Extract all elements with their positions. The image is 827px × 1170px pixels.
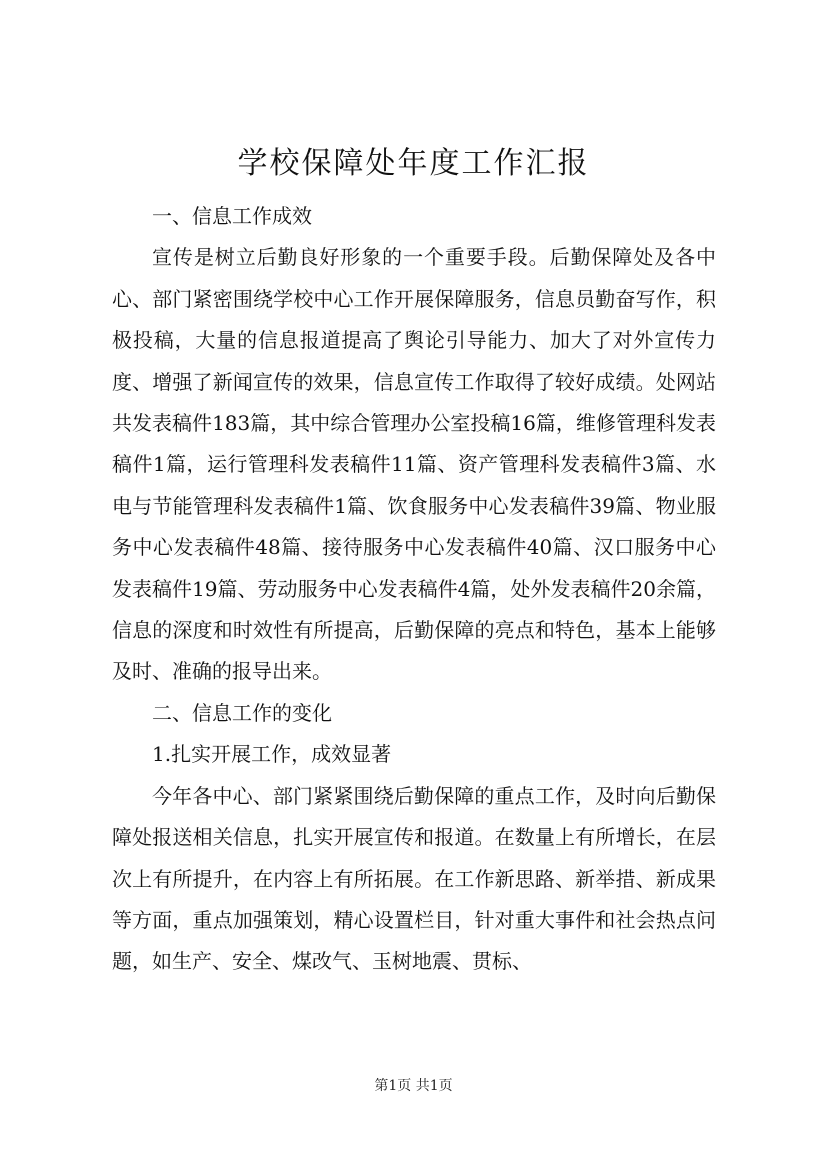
document-body [112, 196, 716, 983]
document-title: 学校保障处年度工作汇报 [237, 146, 590, 181]
section-heading-2: 二、信息工作的变化 [152, 700, 332, 725]
paragraph-1: 宣传是树立后勤良好形象的一个重要手段。后勤保障处及各中心、部门紧密围绕学校中心工作开展保障服务，信息员勤奋写作，积极投稿，大量的信息报道提高了舆论引导能力、加大了对外宣传力度、增强了新闻宣传的效果，信息宣传工作取得了较好成绩。处网站共发表稿件183篇，其中综合管理办公室投稿16篇，维修管理科发表稿件1篇，运行管理科发表稿件11篇、资产管理科发表稿件3篇、水电与节能管理科发表稿件1篇、饮食服务中心发表稿件39篇、物业服务中心发表稿件48篇、接待服务中心发表稿件40篇、汉口服务中心发表稿件19篇、劳动服务中心发表稿件4篇，处外发表稿件20余篇，信息的深度和时效性有所提高，后勤保障的亮点和特色，基本上能够及时、准确的报导出来。 [112, 245, 716, 684]
page-footer: 第1页 共1页 [374, 1078, 453, 1094]
subheading-1: 1.扎实开展工作，成效显著 [152, 742, 392, 767]
paragraph-2: 今年各中心、部门紧紧围绕后勤保障的重点工作，及时向后勤保障处报送相关信息，扎实开展宣传和报道。在数量上有所增长，在层次上有所提升，在内容上有所拓展。在工作新思路、新举措、新成果等方面，重点加强策划，精心设置栏目，针对重大事件和社会热点问题，如生产、安全、煤改气、玉树地震、贯标、 [112, 783, 716, 974]
section-heading-1: 一、信息工作成效 [152, 204, 312, 228]
